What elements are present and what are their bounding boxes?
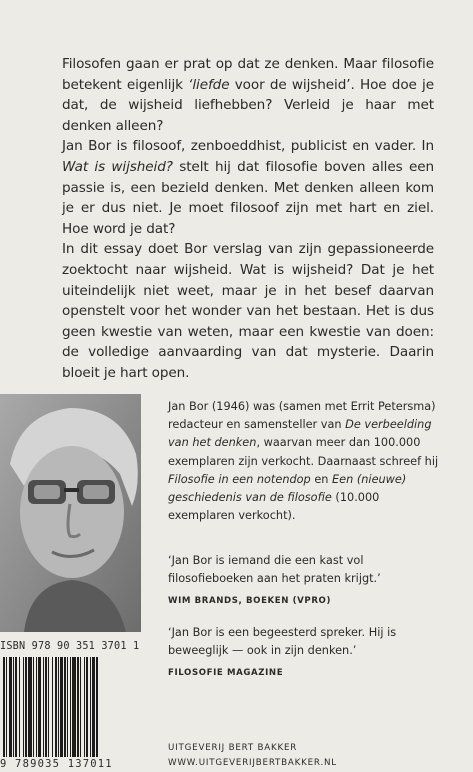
blurb-p1-italic: ‘liefde <box>188 76 230 93</box>
barcode-graphic <box>0 657 141 759</box>
publisher-info <box>168 741 458 771</box>
blurb-paragraph-2 <box>62 136 434 239</box>
quote-source: WIM BRANDS, BOEKEN (VPRO) <box>168 596 331 607</box>
publisher-url[interactable]: WWW.UITGEVERIJBERTBAKKER.NL <box>168 758 337 768</box>
author-bio <box>168 398 448 525</box>
blurb-paragraph-3: In dit essay doet Bor verslag van zijn gepassioneerde zoektocht naar wijsheid. Wat is wijsheid? Dat je het uiteindelijk niet weet, maar je in het besef daarvan openstelt voor het wonder van het bestaan. Het is dus geen kwestie van weten, maar een kwestie van doen: de volledige aanvaarding van dat mysterie. Daarin bloeit je hart open. <box>62 241 434 381</box>
book-title-italic: Filosofie in een notendop <box>168 472 311 486</box>
book-title-italic: Wat is wijsheid? <box>62 158 173 175</box>
quote-text: ‘Jan Bor is een begeesterd spreker. Hij is beweeglijk — ook in zijn denken.’ <box>168 626 397 658</box>
author-photo <box>0 394 141 632</box>
blurb-p2-text-end: stelt hij dat filosofie boven alles een passie is, een bezield denken. Met denken alleen kom je er dus niet. Je moet filosoof zijn met hart en ziel. Hoe word je dat? <box>62 158 434 237</box>
blurb-p1-text: Filosofen gaan er prat op dat ze denken. Maar filosofie betekent eigenlijk <box>62 56 434 93</box>
barcode-digits: 9 789035 137011 <box>0 758 141 770</box>
bio-text-3: en <box>310 472 333 486</box>
quote-text: ‘Jan Bor is iemand die een kast vol filosofieboeken aan het praten krijgt.’ <box>168 554 381 586</box>
barcode <box>0 657 141 759</box>
bio-text-2: , waarvan meer dan 100.000 exemplaren zijn verkocht. Daarnaast schreef hij <box>168 436 439 468</box>
blurb-p2-text: Jan Bor is filosoof, zenboeddhist, publicist en vader. In <box>62 138 434 155</box>
blurb-paragraph-1 <box>62 54 434 136</box>
review-quote <box>168 552 448 611</box>
author-portrait-image <box>0 394 141 632</box>
blurb-p1-text-end: voor de wijsheid’. Hoe doe je dat, de wijsheid liefhebben? Verleid je haar met denken alleen? <box>62 76 435 134</box>
book-title-italic: Een (nieuwe) geschiedenis van de filosofie <box>168 472 407 505</box>
bio-text-1: Jan Bor (1946) was (samen met Errit Petersma) redacteur en samensteller van <box>168 400 436 432</box>
publisher-name: UITGEVERIJ BERT BAKKER <box>168 743 298 753</box>
back-cover-blurb <box>62 54 434 384</box>
bio-text-4: (10.000 exemplaren verkocht). <box>168 491 380 523</box>
review-quote <box>168 624 448 683</box>
book-title-italic: De verbeelding van het denken <box>168 418 432 450</box>
quote-source: FILOSOFIE MAGAZINE <box>168 668 284 679</box>
author-bio-text <box>168 398 448 525</box>
isbn-label: ISBN 978 90 351 3701 1 <box>0 641 140 652</box>
